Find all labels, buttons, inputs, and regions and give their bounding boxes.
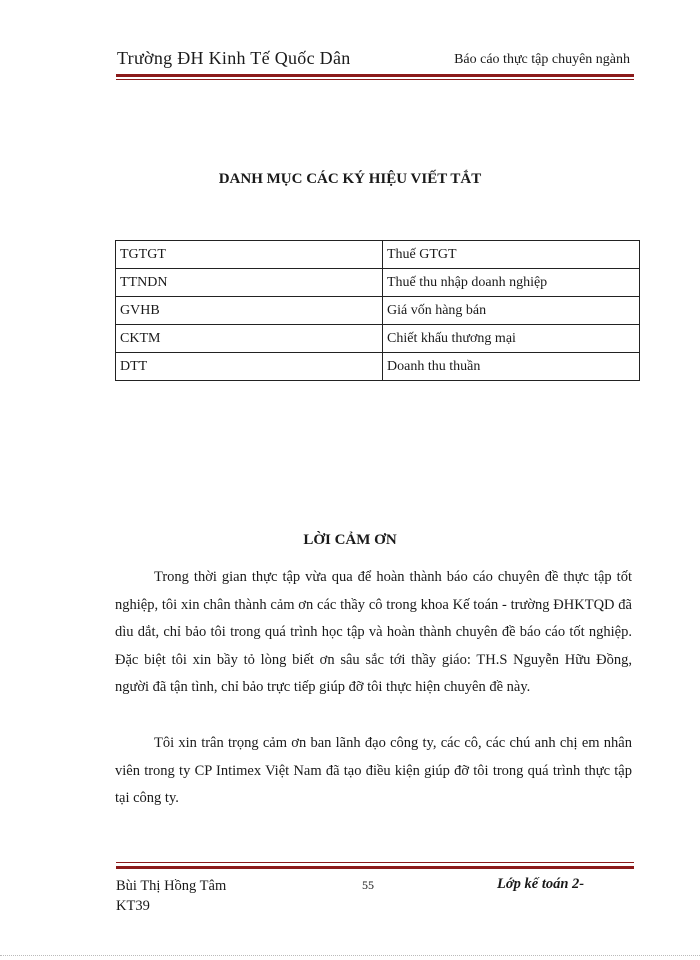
abbreviations-title: DANH MỤC CÁC KÝ HIỆU VIẾT TẮT: [218, 171, 482, 187]
meaning-cell: Thuế thu nhập doanh nghiệp: [383, 269, 640, 297]
abbr-cell: DTT: [116, 353, 383, 381]
acknowledgement-paragraph: Trong thời gian thực tập vừa qua để hoàn thành báo cáo chuyên đề thực tập tốt nghiệp, tôi xin chân thành cảm ơn các thầy cô trong khoa Kế toán - trường ĐHKTQD đã dìu dắt, chỉ bảo tôi trong quá trình học tập và hoàn thành chuyên đề báo cáo tốt nghiệp. Đặc biệt tôi xin bầy tỏ lòng biết ơn sâu sắc tới thầy giáo: TH.S Nguyễn Hữu Đồng, người đã tận tình, chỉ bảo trực tiếp giúp đỡ tôi thực hiện chuyên đề này.: [115, 569, 632, 696]
page-number: 55: [362, 878, 374, 892]
meaning-cell: Thuế GTGT: [383, 241, 640, 269]
meaning-cell: Giá vốn hàng bán: [383, 297, 640, 325]
abbr-cell: CKTM: [116, 325, 383, 353]
acknowledgement-title: LỜI CẢM ƠN: [303, 532, 397, 548]
header-rule-thin: [116, 79, 634, 80]
abbr-cell: TTNDN: [116, 269, 383, 297]
footer-rule-thin: [116, 862, 634, 863]
header-right: Báo cáo thực tập chuyên ngành: [454, 52, 630, 67]
acknowledgement-paragraph: Tôi xin trân trọng cảm ơn ban lãnh đạo công ty, các cô, các chú anh chị em nhân viên trong ty CP Intimex Việt Nam đã tạo điều kiện giúp đỡ tôi trong quá trình thực tập tại công ty.: [115, 735, 632, 807]
table-row: [116, 325, 640, 353]
footer-author: [116, 876, 226, 916]
footer-author-name: Bùi Thị Hồng Tâm: [116, 878, 227, 894]
footer-rule-thick: [116, 866, 634, 869]
footer-class: Lớp kế toán 2-: [497, 876, 585, 892]
page-divider: [0, 955, 700, 956]
abbr-cell: GVHB: [116, 297, 383, 325]
header-rule-thick: [116, 74, 634, 77]
meaning-cell: Chiết khấu thương mại: [383, 325, 640, 353]
abbr-cell: TGTGT: [116, 241, 383, 269]
meaning-cell: Doanh thu thuần: [383, 353, 640, 381]
abbreviations-table: [115, 240, 640, 381]
table-row: [116, 297, 640, 325]
table-row: [116, 241, 640, 269]
header-left: Trường ĐH Kinh Tế Quốc Dân: [117, 48, 351, 68]
table-row: [116, 353, 640, 381]
table-row: [116, 269, 640, 297]
footer-author-class-code: KT39: [116, 898, 150, 914]
